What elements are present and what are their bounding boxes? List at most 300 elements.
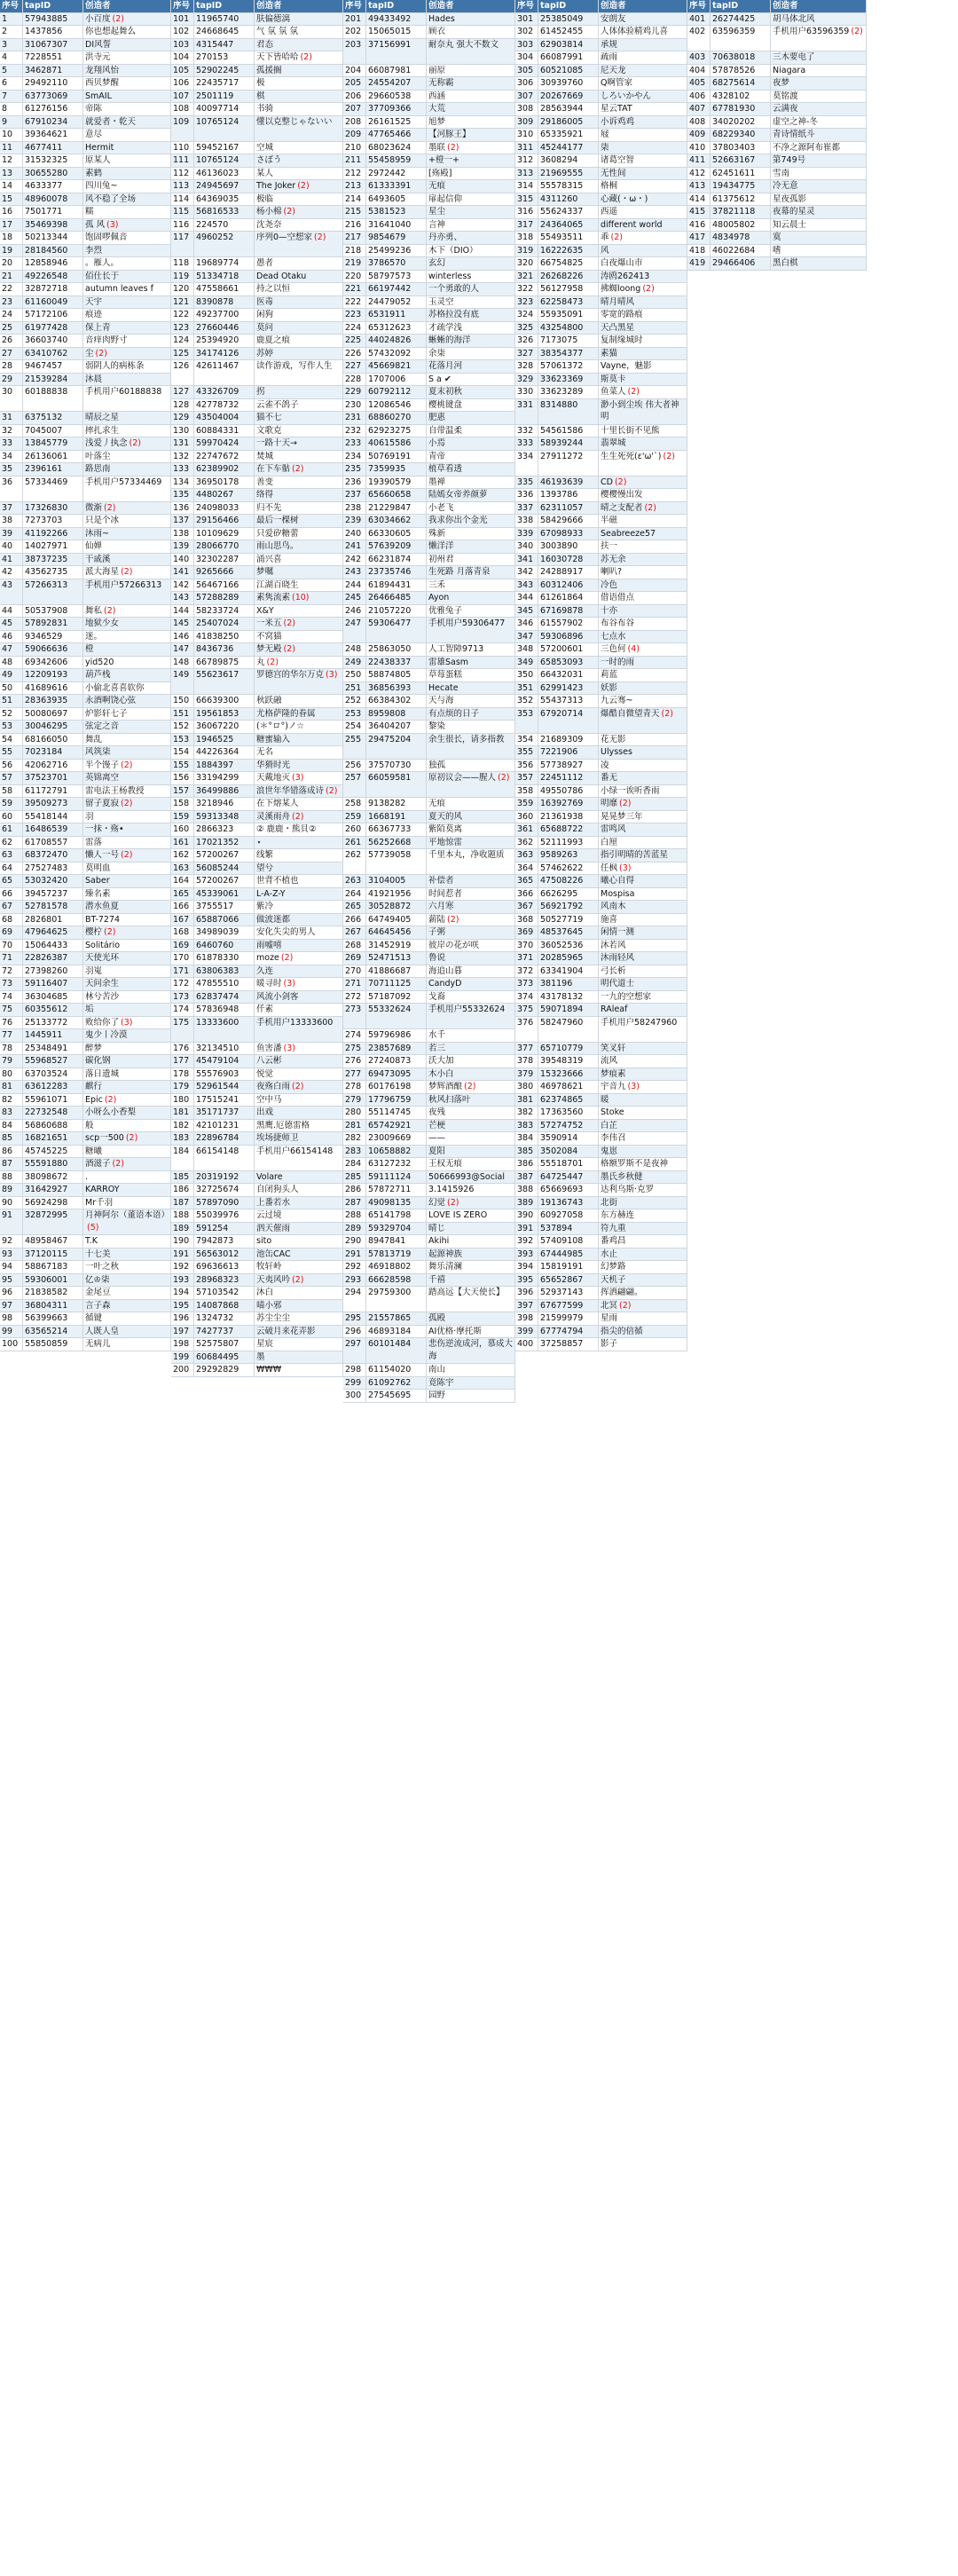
cell-tapid [194,39,255,52]
seq-text: 175 [173,1017,190,1028]
cell-tapid [366,1120,427,1133]
creator-text: 羽 [85,811,94,822]
cell-creator [427,1184,515,1197]
cell-creator [427,65,515,78]
tapid-text: 6626295 [540,888,578,899]
cell-seq [0,760,23,773]
creator-text: 你也想起舞么 [85,27,137,36]
cell-seq [0,374,23,387]
cell-creator [83,283,171,296]
cell-seq [515,1223,538,1236]
cell-seq [343,116,366,130]
seq-text: 354 [517,734,534,744]
cell-tapid [366,643,427,657]
cell-tapid [23,669,83,682]
cell-seq [515,206,538,219]
creator-text: 半磁 [601,516,618,525]
tapid-text: 66384302 [368,696,412,705]
header-tapid: tapID [538,0,599,13]
seq-text: 322 [517,284,534,294]
creator-text: 饱固啰佩音 [85,232,128,242]
cell-creator [255,1017,343,1043]
seq-text: 114 [173,193,190,204]
seq-text: 94 [2,1262,13,1272]
seq-text: 288 [345,1210,362,1220]
seq-text: 207 [345,104,362,114]
cell-creator [599,1209,687,1223]
tapid-text: 66754825 [540,258,584,268]
tapid-text: 6460760 [196,940,234,950]
cell-creator [255,1004,343,1017]
tapid-text: 9138282 [368,799,406,808]
count-tag: (2) [125,1133,138,1143]
cell-tapid [366,296,427,310]
creator-text: 人工智障9713 [428,644,484,654]
seq-text: 366 [517,888,534,899]
tapid-text: 61276156 [25,104,68,114]
cell-tapid [194,1107,255,1120]
creator-text: 摔扎求生 [85,425,120,436]
creator-text: 酒滋子 [85,1159,111,1169]
creator-text: 有点烦的日子 [428,708,480,719]
seq-text: 103 [173,39,190,50]
creator-text: 舞私 [85,605,103,616]
creator-text: 九云骞~ [601,696,633,705]
tapid-text: 537894 [540,1223,573,1233]
header-tapid: tapID [23,0,83,13]
creator-text: 无病儿 [85,1339,111,1349]
creator-text: 黎染 [428,721,446,731]
cell-creator [83,1338,171,1351]
tapid-text: 60792112 [368,387,412,397]
tapid-text: 22747672 [196,451,240,461]
tapid-text: 21361938 [540,811,584,822]
tapid-text: 62258473 [540,296,584,307]
tapid-text: 57892831 [25,618,68,628]
cell-tapid [194,502,255,516]
tapid-text: 30939760 [540,78,584,88]
tapid-text: 55437313 [540,696,584,705]
count-tag: (10) [292,593,310,603]
creator-text: 痕迹 [85,310,103,319]
cell-tapid [23,26,83,39]
cell-seq [0,1312,23,1326]
cell-seq [515,1171,538,1185]
tapid-text: 52575807 [196,1339,240,1349]
cell-creator [599,952,687,965]
cell-creator [83,1146,171,1159]
creator-text: 葫芦栈 [85,670,111,680]
seq-text: 6 [2,78,8,88]
creator-text: 羽嵬 [85,965,103,976]
cell-tapid [194,296,255,310]
seq-text: 230 [345,399,362,410]
cell-tapid [194,103,255,116]
cell-tapid [538,926,599,940]
cell-creator [599,554,687,567]
cell-tapid [538,1209,599,1223]
tapid-text: 3104005 [368,876,406,886]
creator-text: 尼天龙 [601,65,626,75]
seq-text: 122 [173,310,190,319]
cell-tapid [538,515,599,528]
seq-text: 198 [173,1339,190,1349]
cell-creator [771,193,867,207]
tapid-text: 65669693 [540,1185,584,1194]
cell-seq [171,399,194,413]
cell-tapid [538,566,599,579]
cell-creator [427,91,515,104]
seq-text: 87 [2,1159,13,1169]
seq-text: 255 [345,734,362,744]
creator-text: 舞乐清澜 [428,1262,463,1272]
cell-creator [83,348,171,361]
cell-seq [343,940,366,953]
cell-creator [599,978,687,991]
header-creator: 创造者 [83,0,171,13]
seq-text: 154 [173,747,190,757]
creator-text: 浅爱丿执念 [85,438,128,448]
seq-text: 325 [517,322,534,333]
count-tag: (4) [627,644,640,654]
creator-text: 素鹤 [85,168,103,178]
cell-seq [343,592,366,605]
creator-text: さぼう [256,155,282,165]
cell-seq [343,1390,366,1403]
creator-text: 小百度 [85,13,111,24]
creator-text: 闲狗 [256,310,274,319]
cell-seq [0,605,23,618]
creator-text: Solitário [85,940,121,950]
tapid-text: 57462622 [540,863,584,873]
cell-creator [83,721,171,734]
cell-seq [171,1287,194,1300]
seq-text: 224 [345,322,362,333]
creator-text: 无痕 [428,799,446,808]
cell-seq [343,1338,366,1364]
cell-tapid [194,837,255,850]
seq-text: 178 [173,1068,190,1079]
cell-seq [171,579,194,593]
seq-text: 2 [2,27,8,36]
tapid-text: 61160049 [25,296,68,307]
tapid-text: 3786570 [368,258,406,268]
cell-creator [599,1312,687,1326]
tapid-text: 29186005 [540,116,584,127]
tapid-text: 36856393 [368,682,412,693]
tapid-text: 58247960 [540,1017,584,1028]
cell-tapid [23,271,83,284]
tapid-text: 1946525 [196,734,234,744]
seq-text: 40 [2,541,13,551]
cell-tapid [538,1287,599,1300]
cell-creator [83,360,171,374]
cell-seq [515,1249,538,1262]
tapid-text: 28066770 [196,541,240,551]
creator-text: different world [601,219,663,230]
creator-text: 久连 [256,965,274,976]
cell-seq [515,926,538,940]
seq-text: 256 [345,760,362,770]
cell-seq [343,296,366,310]
creator-text: 白厘 [601,837,618,847]
tapid-text: 50213344 [25,232,68,242]
cell-seq [515,1261,538,1274]
cell-creator [771,206,867,219]
cell-tapid [538,374,599,387]
cell-creator [599,1249,687,1262]
seq-text: 34 [2,451,13,461]
tapid-text: 47558661 [196,284,240,294]
cell-creator [255,1351,343,1365]
cell-tapid [23,940,83,953]
tapid-text: 23857689 [368,1043,412,1053]
count-tag: (2) [851,27,863,36]
cell-creator [83,257,171,271]
creator-text: 鲁说 [428,953,446,963]
tapid-text: 224570 [196,219,229,230]
creator-text: Ulysses [601,747,632,757]
cell-seq [171,26,194,39]
creator-text: 莫铭渡 [773,91,798,101]
cell-seq [343,65,366,78]
count-tag: (2) [266,657,279,667]
cell-creator [599,219,687,232]
cell-creator [427,1094,515,1107]
creator-text: 洪寺元 [85,52,111,62]
tapid-text: 59796986 [368,1030,412,1040]
seq-text: 220 [345,271,362,281]
seq-text: 315 [517,193,534,204]
cell-seq [687,13,711,27]
seq-text: 153 [173,734,190,744]
seq-text: 31 [2,413,13,422]
creator-text: 安朗友 [601,13,626,24]
column-block-1 [0,0,171,1403]
tapid-text: 22435717 [196,78,240,88]
seq-text: 35 [2,464,13,474]
cell-seq [515,360,538,374]
cell-seq [343,1261,366,1274]
seq-text: 355 [517,747,534,757]
tapid-text: 52471513 [368,953,412,963]
cell-creator [427,296,515,310]
creator-text: 三色何 [601,644,626,654]
cell-tapid [538,682,599,696]
tapid-text: 24288917 [540,567,584,577]
cell-tapid [194,926,255,940]
creator-text: 明代道士 [601,979,635,989]
creator-text: 莫明血 [85,863,111,873]
cell-seq [515,554,538,567]
seq-text: 21 [2,271,13,281]
cell-seq [515,91,538,104]
creator-text: BT-7274 [85,914,121,925]
seq-text: 72 [2,965,13,976]
seq-text: 136 [173,502,190,513]
cell-creator [83,978,171,991]
cell-creator [599,528,687,541]
cell-tapid [194,515,255,528]
cell-seq [0,669,23,682]
cell-tapid [194,1068,255,1082]
cell-tapid [538,245,599,258]
cell-tapid [538,1261,599,1274]
seq-text: 278 [345,1082,362,1091]
cell-creator [255,991,343,1004]
creator-text: 池缶CAC [256,1249,291,1259]
tapid-text: 66639300 [196,696,240,705]
cell-tapid [23,618,83,631]
cell-creator [255,540,343,554]
cell-tapid [711,116,771,130]
cell-tapid [23,232,83,245]
creator-text: 杨小棉 [256,207,282,217]
cell-creator [255,1300,343,1313]
creator-text: 尤格萨隆的眷属 [256,708,316,719]
creator-text: 墨联 [428,142,446,153]
cell-creator [255,77,343,91]
cell-tapid [366,13,427,27]
cell-creator [427,412,515,425]
cell-tapid [366,1184,427,1197]
tapid-text: 62923275 [368,425,412,436]
tapid-text: 2826801 [25,914,63,925]
cell-creator [427,399,515,413]
tapid-text: 65335921 [540,130,584,139]
cell-tapid [538,193,599,207]
tapid-text: 44024826 [368,335,412,345]
cell-tapid [194,13,255,27]
tapid-text: 22896784 [196,1133,240,1143]
cell-seq [515,502,538,516]
tapid-text: 17363560 [540,1107,584,1117]
cell-tapid [194,168,255,181]
tapid-text: 59116407 [25,979,68,989]
creator-text: 金尾豆 [85,1288,111,1297]
creator-text: 疏雨 [601,52,618,62]
cell-creator [599,91,687,104]
cell-tapid [23,1235,83,1249]
cell-tapid [366,669,427,682]
tapid-text: 4677411 [25,142,63,153]
cell-tapid [23,296,83,310]
tapid-text: 49226548 [25,271,68,281]
cell-seq [515,798,538,811]
creator-text: 月神阿尔（董语本语） [85,1210,170,1220]
tapid-text: 37156991 [368,39,412,50]
cell-creator [599,772,687,785]
tapid-text: 3462871 [25,65,63,75]
cell-seq [515,566,538,579]
creator-text: 云满夜 [773,104,798,114]
tapid-text: 45669821 [368,361,412,371]
cell-seq [171,888,194,902]
cell-tapid [23,823,83,837]
seq-text: 217 [345,232,362,242]
creator-text: sito [256,1236,272,1246]
seq-text: 86 [2,1146,13,1156]
tapid-text: 24554207 [368,78,412,88]
cell-creator [83,437,171,451]
cell-creator [427,734,515,760]
creator-text: 一个勇敢的人 [428,284,480,294]
creator-text: 心藏(・ω・) [601,193,648,204]
creator-text: 懂以克整じゃないい [256,116,333,127]
tapid-text: 36804311 [25,1300,68,1311]
tapid-text: 40097714 [196,104,240,114]
tapid-text: 26466485 [368,593,412,603]
creator-text: 原初议会——腥人 [428,773,497,783]
seq-text: 112 [173,168,190,178]
cell-creator [83,116,171,130]
cell-seq [687,193,711,207]
tapid-text: 7173075 [540,335,578,345]
cell-tapid [194,1300,255,1313]
tapid-text: 57187092 [368,991,412,1002]
cell-tapid [366,823,427,837]
tapid-column [538,0,599,1403]
creator-text: 木下（DIO） [428,245,478,256]
cell-seq [343,579,366,593]
cell-seq [171,1132,194,1146]
cell-tapid [23,1068,83,1082]
tapid-text: 21969555 [540,168,584,178]
cell-tapid [23,1004,83,1017]
cell-tapid [23,1287,83,1300]
seq-text: 141 [173,567,190,577]
seq-text: 179 [173,1082,190,1091]
cell-creator [599,1261,687,1274]
tapid-text: 22438337 [368,657,412,667]
creator-text: 雷落 [85,837,103,847]
seq-text: 316 [517,207,534,217]
creator-text: 木小白 [428,1068,454,1079]
cell-tapid [194,1004,255,1017]
cell-tapid [194,605,255,618]
count-tag: (2) [610,232,623,242]
cell-seq [515,540,538,554]
seq-text: 188 [173,1210,190,1220]
cell-seq [515,168,538,181]
cell-creator [771,245,867,258]
tapid-text: 35171737 [196,1107,240,1117]
count-tag: (2) [464,1082,476,1091]
creator-text: 星云TAT [601,104,632,114]
cell-creator [427,1377,515,1390]
creator-text: 零宽的路痕 [601,310,643,319]
tapid-text: 45745225 [25,1146,68,1156]
cell-seq [171,669,194,695]
cell-tapid [23,643,83,657]
tapid-text: 69473095 [368,1068,412,1079]
creator-text: 上番若水 [256,1197,291,1208]
seq-text: 93 [2,1249,13,1259]
creator-text: 雨山思鸟。 [256,541,299,551]
creator-text: 冷色 [601,579,618,590]
cell-creator [599,811,687,824]
cell-creator [255,1184,343,1197]
tapid-text: 56399663 [25,1313,68,1323]
cell-seq [171,1107,194,1120]
cell-seq [343,463,366,477]
creator-column [83,0,171,1403]
cell-seq [0,772,23,785]
cell-tapid [366,412,427,425]
cell-creator [427,425,515,438]
cell-creator [255,940,343,953]
cell-creator [427,335,515,348]
